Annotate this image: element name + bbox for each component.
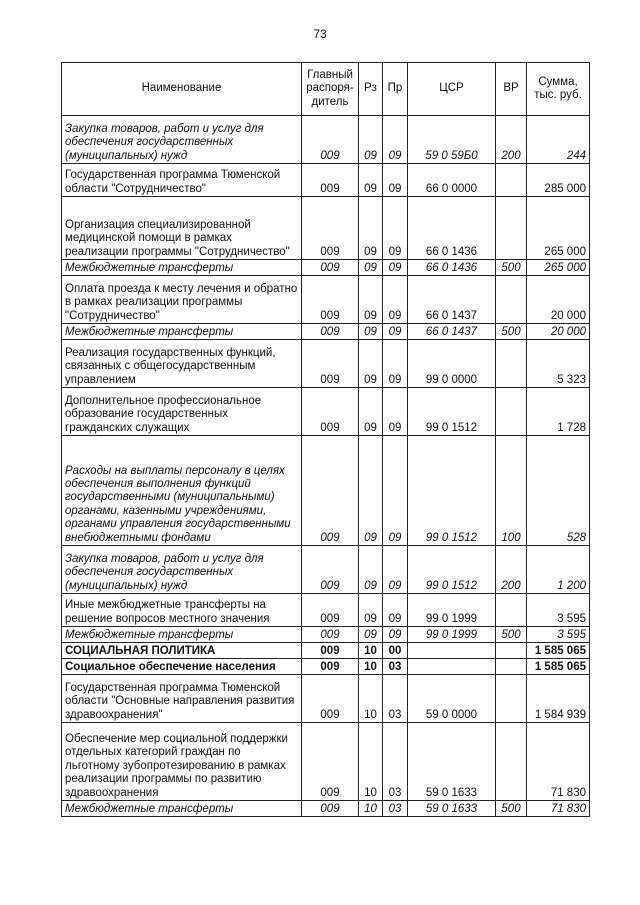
row-pr-cell: 09 [383, 164, 408, 197]
row-csr-cell [408, 643, 496, 659]
row-rz-cell: 09 [359, 436, 383, 546]
table-row [62, 723, 590, 801]
row-sum-cell: 20 000 [527, 324, 590, 340]
row-vr-cell: 500 [496, 260, 527, 276]
table-row [62, 340, 590, 388]
row-admin-cell: 009 [302, 627, 359, 643]
row-name-cell: Обеспечение мер социальной поддержки отдельных категорий граждан по льготному зубопротезированию в рамках реализации программы по развитию здравоохранения [62, 723, 302, 801]
row-csr-cell: 99 0 0000 [408, 340, 496, 388]
table-row [62, 436, 590, 546]
table-row [62, 627, 590, 643]
header-rz: Рз [359, 63, 383, 116]
row-name-cell: Закупка товаров, работ и услуг для обеспечения государственных (муниципальных) нужд [62, 116, 302, 164]
row-rz-cell: 10 [359, 801, 383, 817]
budget-table [61, 62, 590, 817]
row-csr-cell: 59 0 1633 [408, 801, 496, 817]
row-rz-cell: 09 [359, 388, 383, 436]
row-pr-cell: 03 [383, 723, 408, 801]
row-sum-cell: 5 323 [527, 340, 590, 388]
row-vr-cell [496, 643, 527, 659]
row-vr-cell [496, 197, 527, 260]
row-pr-cell: 09 [383, 388, 408, 436]
row-name-cell: Межбюджетные трансферты [62, 627, 302, 643]
row-admin-cell: 009 [302, 340, 359, 388]
row-name-cell: Межбюджетные трансферты [62, 801, 302, 817]
row-sum-cell: 71 830 [527, 801, 590, 817]
header-sum: Сумма, тыс. руб. [527, 63, 590, 116]
row-name-cell: Реализация государственных функций, связанных с общегосударственным управлением [62, 340, 302, 388]
row-name-cell: Государственная программа Тюменской области "Сотрудничество" [62, 164, 302, 197]
header-admin: Главный распоря-дитель [302, 63, 359, 116]
row-name-cell: Иные межбюджетные трансферты на решение вопросов местного значения [62, 594, 302, 627]
row-vr-cell [496, 276, 527, 324]
row-vr-cell [496, 164, 527, 197]
row-csr-cell: 59 0 0000 [408, 675, 496, 723]
row-vr-cell: 100 [496, 436, 527, 546]
row-csr-cell: 66 0 0000 [408, 164, 496, 197]
row-name-cell: Организация специализированной медицинской помощи в рамках реализации программы "Сотрудничество" [62, 197, 302, 260]
row-admin-cell: 009 [302, 675, 359, 723]
row-rz-cell: 10 [359, 659, 383, 675]
row-pr-cell: 09 [383, 324, 408, 340]
row-pr-cell: 09 [383, 197, 408, 260]
row-csr-cell: 99 0 1999 [408, 627, 496, 643]
row-vr-cell: 500 [496, 324, 527, 340]
row-rz-cell: 09 [359, 276, 383, 324]
row-rz-cell: 10 [359, 643, 383, 659]
row-name-cell: Государственная программа Тюменской области "Основные направления развития здравоохранения" [62, 675, 302, 723]
table-row [62, 388, 590, 436]
row-vr-cell [496, 723, 527, 801]
row-admin-cell: 009 [302, 643, 359, 659]
header-vr: ВР [496, 63, 527, 116]
row-admin-cell: 009 [302, 801, 359, 817]
row-vr-cell [496, 594, 527, 627]
row-vr-cell: 500 [496, 627, 527, 643]
row-rz-cell: 09 [359, 260, 383, 276]
row-sum-cell: 244 [527, 116, 590, 164]
row-sum-cell: 3 595 [527, 594, 590, 627]
header-pr: Пр [383, 63, 408, 116]
table-row [62, 675, 590, 723]
table-row [62, 164, 590, 197]
table-row [62, 324, 590, 340]
row-rz-cell: 09 [359, 594, 383, 627]
row-pr-cell: 09 [383, 436, 408, 546]
row-rz-cell: 09 [359, 164, 383, 197]
row-csr-cell: 66 0 1436 [408, 197, 496, 260]
row-admin-cell: 009 [302, 324, 359, 340]
row-csr-cell: 66 0 1437 [408, 276, 496, 324]
table-row [62, 197, 590, 260]
row-rz-cell: 09 [359, 546, 383, 594]
row-sum-cell: 528 [527, 436, 590, 546]
row-name-cell: СОЦИАЛЬНАЯ ПОЛИТИКА [62, 643, 302, 659]
row-rz-cell: 09 [359, 197, 383, 260]
row-rz-cell: 09 [359, 116, 383, 164]
row-pr-cell: 09 [383, 260, 408, 276]
row-csr-cell: 99 0 1512 [408, 436, 496, 546]
row-name-cell: Оплата проезда к месту лечения и обратно в рамках реализации программы "Сотрудничество" [62, 276, 302, 324]
header-csr: ЦСР [408, 63, 496, 116]
row-vr-cell: 500 [496, 801, 527, 817]
table-row [62, 643, 590, 659]
row-pr-cell: 00 [383, 643, 408, 659]
row-sum-cell: 3 595 [527, 627, 590, 643]
row-rz-cell: 09 [359, 324, 383, 340]
row-admin-cell: 009 [302, 276, 359, 324]
table-row [62, 594, 590, 627]
row-csr-cell [408, 659, 496, 675]
row-admin-cell: 009 [302, 436, 359, 546]
table-header-row [62, 63, 590, 116]
row-rz-cell: 10 [359, 723, 383, 801]
row-sum-cell: 20 000 [527, 276, 590, 324]
row-vr-cell [496, 675, 527, 723]
row-pr-cell: 09 [383, 546, 408, 594]
row-name-cell: Закупка товаров, работ и услуг для обеспечения государственных (муниципальных) нужд [62, 546, 302, 594]
row-sum-cell: 1 585 065 [527, 659, 590, 675]
row-sum-cell: 285 000 [527, 164, 590, 197]
row-csr-cell: 59 0 59Б0 [408, 116, 496, 164]
table-row [62, 546, 590, 594]
row-admin-cell: 009 [302, 546, 359, 594]
table-row [62, 659, 590, 675]
row-pr-cell: 09 [383, 116, 408, 164]
row-csr-cell: 99 0 1999 [408, 594, 496, 627]
row-name-cell: Социальное обеспечение населения [62, 659, 302, 675]
row-pr-cell: 03 [383, 801, 408, 817]
row-csr-cell: 59 0 1633 [408, 723, 496, 801]
row-admin-cell: 009 [302, 659, 359, 675]
row-admin-cell: 009 [302, 723, 359, 801]
row-admin-cell: 009 [302, 594, 359, 627]
row-rz-cell: 09 [359, 627, 383, 643]
row-csr-cell: 99 0 1512 [408, 388, 496, 436]
row-pr-cell: 03 [383, 675, 408, 723]
row-admin-cell: 009 [302, 164, 359, 197]
table-row [62, 276, 590, 324]
row-csr-cell: 66 0 1436 [408, 260, 496, 276]
row-admin-cell: 009 [302, 388, 359, 436]
row-pr-cell: 09 [383, 276, 408, 324]
row-sum-cell: 1 584 939 [527, 675, 590, 723]
row-rz-cell: 09 [359, 340, 383, 388]
row-name-cell: Межбюджетные трансферты [62, 260, 302, 276]
table-row [62, 116, 590, 164]
row-admin-cell: 009 [302, 260, 359, 276]
row-admin-cell: 009 [302, 116, 359, 164]
row-vr-cell: 200 [496, 546, 527, 594]
row-name-cell: Дополнительное профессиональное образование государственных гражданских служащих [62, 388, 302, 436]
row-pr-cell: 09 [383, 594, 408, 627]
page-number: 73 [313, 27, 327, 41]
row-name-cell: Межбюджетные трансферты [62, 324, 302, 340]
row-sum-cell: 1 585 065 [527, 643, 590, 659]
row-sum-cell: 1 200 [527, 546, 590, 594]
row-vr-cell: 200 [496, 116, 527, 164]
row-pr-cell: 09 [383, 627, 408, 643]
table-row [62, 801, 590, 817]
row-csr-cell: 66 0 1437 [408, 324, 496, 340]
row-vr-cell [496, 388, 527, 436]
row-admin-cell: 009 [302, 197, 359, 260]
table-row [62, 260, 590, 276]
row-sum-cell: 265 000 [527, 197, 590, 260]
row-vr-cell [496, 340, 527, 388]
row-csr-cell: 99 0 1512 [408, 546, 496, 594]
row-sum-cell: 1 728 [527, 388, 590, 436]
header-name: Наименование [62, 63, 302, 116]
row-vr-cell [496, 659, 527, 675]
row-rz-cell: 10 [359, 675, 383, 723]
row-pr-cell: 03 [383, 659, 408, 675]
row-sum-cell: 71 830 [527, 723, 590, 801]
row-sum-cell: 265 000 [527, 260, 590, 276]
table-body [62, 116, 590, 817]
row-name-cell: Расходы на выплаты персоналу в целях обеспечения выполнения функций государственными (муниципальными) органами, казенными учреждениями, органами управления государственными внебюджетными фондами [62, 436, 302, 546]
row-pr-cell: 09 [383, 340, 408, 388]
